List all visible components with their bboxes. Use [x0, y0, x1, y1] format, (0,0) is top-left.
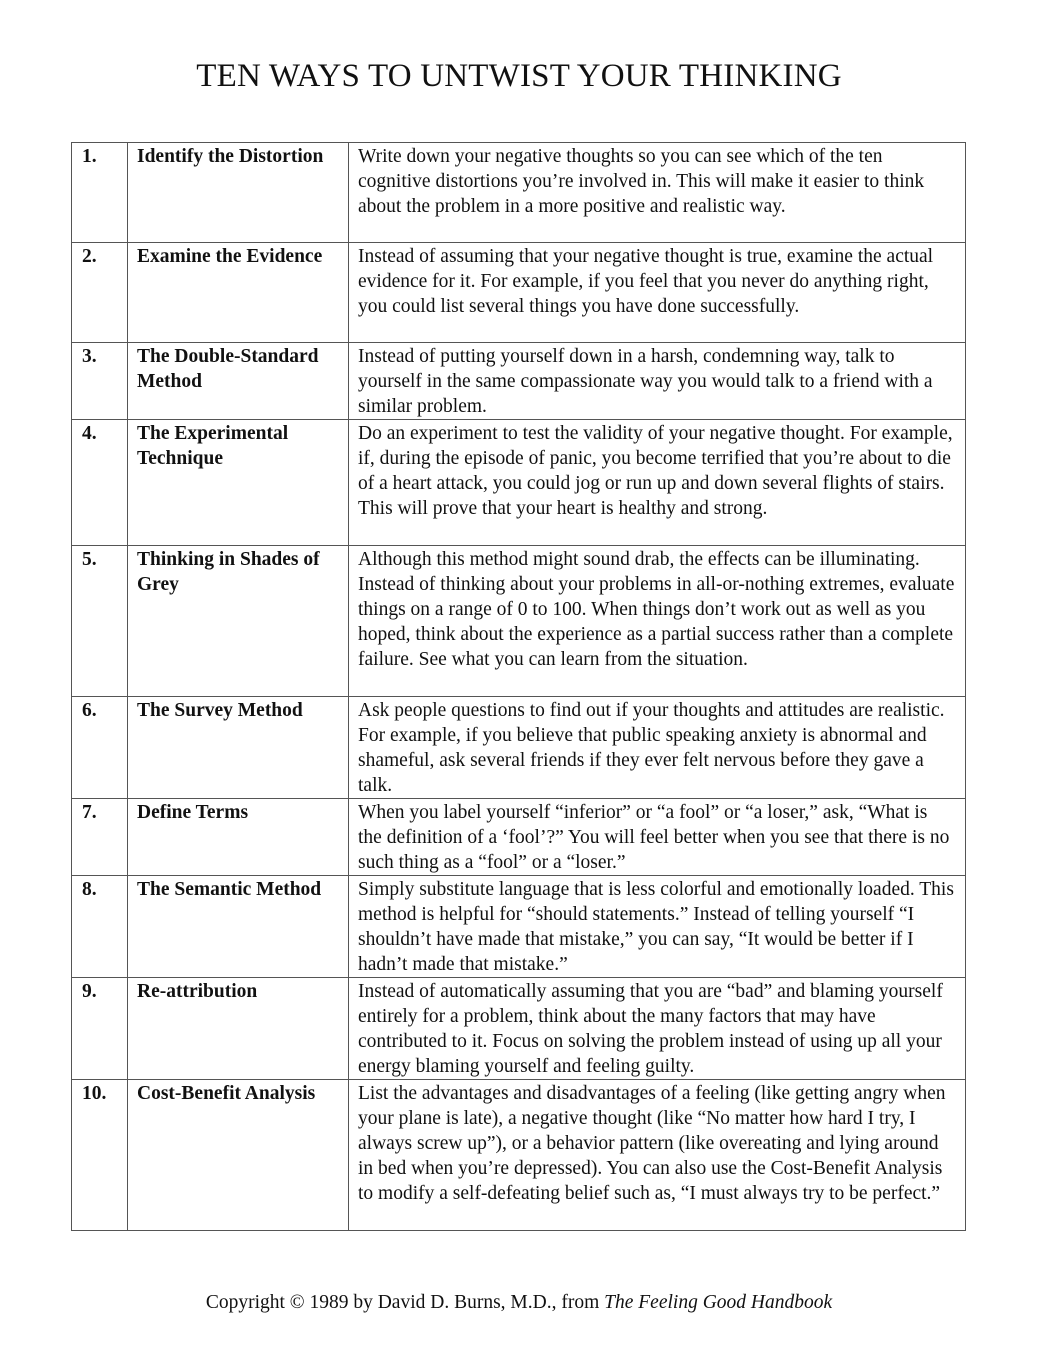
technique-description: Although this method might sound drab, the effects can be illuminating. Instead of thinking about your problems in all-or-nothing extremes, evaluate things on a range of 0 to 100. When things don’t work out as well as you hoped, think about the experience as a partial success rather than a complete failure. See what you can learn from the situation. [349, 546, 966, 697]
copyright-footer [0, 1292, 1038, 1314]
technique-name: Thinking in Shades of Grey [128, 546, 349, 697]
row-number: 5. [72, 546, 128, 697]
technique-name: The Survey Method [128, 697, 349, 799]
page-title: TEN WAYS TO UNTWIST YOUR THINKING [196, 58, 842, 94]
technique-name: The Semantic Method [128, 876, 349, 978]
row-number: 1. [72, 143, 128, 243]
technique-description: Instead of putting yourself down in a harsh, condemning way, talk to yourself in the same compassionate way you would talk to a friend with a similar problem. [349, 343, 966, 420]
row-number: 2. [72, 243, 128, 343]
row-number: 9. [72, 978, 128, 1080]
table-row [72, 978, 966, 1080]
row-number: 4. [72, 420, 128, 546]
technique-name: Examine the Evidence [128, 243, 349, 343]
table-row [72, 420, 966, 546]
technique-name: Re-attribution [128, 978, 349, 1080]
table-row [72, 799, 966, 876]
row-number: 6. [72, 697, 128, 799]
table-row [72, 143, 966, 243]
technique-description: Do an experiment to test the validity of your negative thought. For example, if, during the episode of panic, you become terrified that you’re about to die of a heart attack, you could jog or run up and down several flights of stairs. This will prove that your heart is healthy and strong. [349, 420, 966, 546]
table-row [72, 1080, 966, 1231]
book-title: The Feeling Good Handbook [604, 1292, 833, 1313]
row-number: 10. [72, 1080, 128, 1231]
techniques-table [71, 142, 966, 1231]
technique-description: Ask people questions to find out if your thoughts and attitudes are realistic. For example, if you believe that public speaking anxiety is abnormal and shameful, ask several friends if they ever felt nervous before they gave a talk. [349, 697, 966, 799]
table-row [72, 876, 966, 978]
technique-name: Cost-Benefit Analysis [128, 1080, 349, 1231]
technique-name: Identify the Distortion [128, 143, 349, 243]
technique-description: Instead of assuming that your negative thought is true, examine the actual evidence for it. For example, if you feel that you never do anything right, you could list several things you have done successfully. [349, 243, 966, 343]
technique-description: List the advantages and disadvantages of a feeling (like getting angry when your plane is late), a negative thought (like “No matter how hard I try, I always screw up”), or a behavior pattern (like overeating and lying around in bed when you’re depressed). You can also use the Cost-Benefit Analysis to modify a self-defeating belief such as, “I must always try to be perfect.” [349, 1080, 966, 1231]
row-number: 7. [72, 799, 128, 876]
copyright-text: Copyright © 1989 by David D. Burns, M.D., from [205, 1292, 605, 1313]
technique-name: The Double-Standard Method [128, 343, 349, 420]
table-row [72, 546, 966, 697]
technique-description: Simply substitute language that is less colorful and emotionally loaded. This method is helpful for “should statements.” Instead of telling yourself “I shouldn’t have made that mistake,” you can say, “It would be better if I hadn’t made that mistake.” [349, 876, 966, 978]
table-row [72, 697, 966, 799]
technique-name: The Experimental Technique [128, 420, 349, 546]
technique-name: Define Terms [128, 799, 349, 876]
table-row [72, 243, 966, 343]
technique-description: Instead of automatically assuming that you are “bad” and blaming yourself entirely for a problem, think about the many factors that may have contributed to it. Focus on solving the problem instead of using up all your energy blaming yourself and feeling guilty. [349, 978, 966, 1080]
row-number: 8. [72, 876, 128, 978]
technique-description: Write down your negative thoughts so you can see which of the ten cognitive distortions you’re involved in. This will make it easier to think about the problem in a more positive and realistic way. [349, 143, 966, 243]
technique-description: When you label yourself “inferior” or “a fool” or “a loser,” ask, “What is the definition of a ‘fool’?” You will feel better when you see that there is no such thing as a “fool” or a “loser.” [349, 799, 966, 876]
table-row [72, 343, 966, 420]
row-number: 3. [72, 343, 128, 420]
